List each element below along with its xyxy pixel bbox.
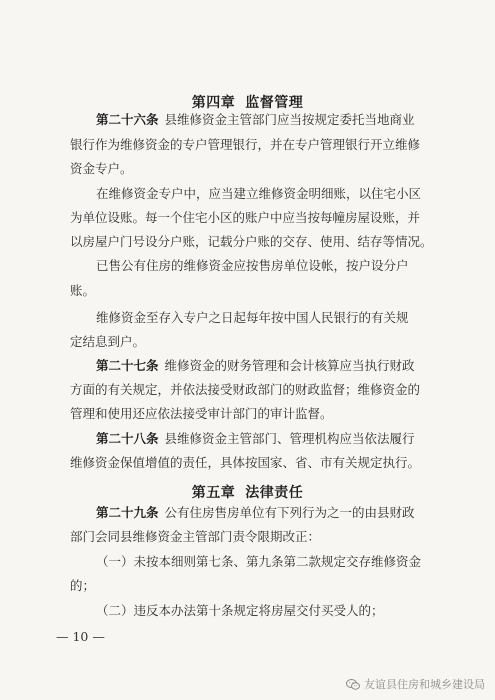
paragraph-b-line-1: 已售公有住房的维修资金应按售房单位设帐，按户设分户 — [96, 258, 409, 273]
article-28-line-1 — [96, 431, 415, 447]
article-26-text: 县维修资金主管部门应当按规定委托当地商业 — [164, 112, 415, 127]
chapter-5-subtitle: 法律责任 — [245, 485, 304, 501]
item-1-line-2: 的； — [70, 578, 96, 593]
item-2-line-1: （二）违反本办法第十条规定将房屋交付买受人的； — [96, 603, 384, 618]
article-28-text: 县维修资金主管部门、管理机构应当依法履行 — [164, 431, 415, 446]
article-28-line-2: 维修资金保值增值的责任，具体按国家、省、市有关规定执行。 — [70, 455, 421, 470]
wechat-icon — [346, 679, 360, 690]
article-29-text: 公有住房售房单位有下列行为之一的由县财政 — [164, 505, 415, 520]
article-27-label: 第二十七条 — [96, 358, 159, 373]
watermark-text: 友谊县住房和城乡建设局 — [364, 678, 485, 691]
article-28-label: 第二十八条 — [96, 431, 159, 446]
chapter-4-subtitle: 监督管理 — [245, 95, 304, 111]
page-number: — 10 — — [56, 629, 105, 644]
paragraph-c-line-1: 维修资金至存入专户之日起每年按中国人民银行的有关规 — [96, 310, 409, 325]
chapter-5-title: 第五章 — [191, 485, 236, 501]
chapter-4-heading — [0, 92, 495, 112]
article-27-line-3: 管理和使用还应依法接受审计部门的审计监督。 — [70, 406, 333, 421]
article-26-line-2: 银行作为维修资金的专户管理银行，并在专户管理银行开立维修 — [70, 137, 421, 152]
paragraph-b-line-2: 账。 — [70, 283, 96, 298]
article-29-label: 第二十九条 — [96, 505, 159, 520]
chapter-5-heading — [0, 482, 495, 502]
article-27-line-2: 方面的有关规定，并依法接受财政部门的财政监督；维修资金的 — [70, 382, 421, 397]
article-26-line-3: 资金专户。 — [70, 161, 133, 176]
paragraph-c-line-2: 定结息到户。 — [70, 334, 146, 349]
article-26-label: 第二十六条 — [96, 112, 159, 127]
paragraph-a-line-3: 以房屋户门号设分户账，记载分户账的交存、使用、结存等情况。 — [70, 234, 433, 249]
watermark — [346, 676, 485, 692]
article-29-line-2: 部门会同县维修资金主管部门责令限期改正： — [70, 529, 321, 544]
chapter-4-title: 第四章 — [191, 95, 236, 111]
article-27-text: 维修资金的财务管理和会计核算应当执行财政 — [164, 358, 415, 373]
article-29-line-1 — [96, 505, 415, 521]
article-27-line-1 — [96, 358, 415, 374]
paragraph-a-line-1: 在维修资金专户中，应当建立维修资金明细账，以住宅小区 — [96, 186, 422, 201]
article-26-line-1 — [96, 112, 415, 128]
item-1-line-1: （一）未按本细则第七条、第九条第二款规定交存维修资金 — [96, 554, 422, 569]
paragraph-a-line-2: 为单位设账。每一个住宅小区的账户中应当按每幢房屋设账，并 — [70, 210, 421, 225]
